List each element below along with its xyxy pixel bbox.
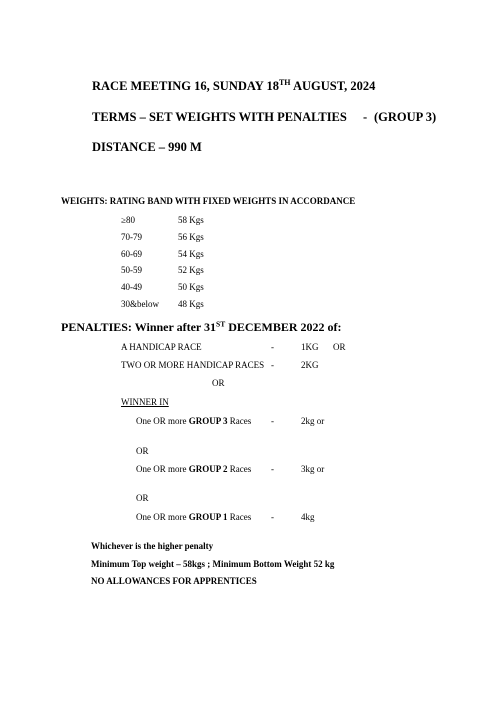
meeting-title-pre: RACE MEETING 16, SUNDAY 18: [92, 79, 279, 93]
group-3-name: GROUP 3: [188, 416, 228, 426]
weight-value: 56 Kgs: [178, 232, 204, 242]
higher-penalty-note: Whichever is the higher penalty: [91, 541, 214, 551]
group-1-name: GROUP 1: [188, 512, 228, 522]
group-3-post: Races: [227, 416, 252, 426]
terms-dash: -: [363, 110, 368, 124]
group-1-dash: -: [271, 512, 274, 522]
no-allowances-note: NO ALLOWANCES FOR APPRENTICES: [91, 576, 257, 586]
handicap-race-value: 1KG: [301, 342, 319, 352]
group-2-name: GROUP 2: [188, 464, 228, 474]
group-3-value: 2kg or: [301, 416, 325, 426]
weights-heading: WEIGHTS: RATING BAND WITH FIXED WEIGHTS IN ACCORDANCE: [61, 196, 356, 206]
group-2-pre: One OR more: [136, 464, 189, 474]
group-2-post: Races: [227, 464, 252, 474]
penalties-heading-post: DECEMBER 2022 of:: [225, 320, 342, 334]
weight-value: 52 Kgs: [178, 265, 204, 275]
weight-band: 70-79: [121, 232, 142, 242]
handicap-race-dash: -: [271, 342, 274, 352]
group-3-pre: One OR more: [136, 416, 189, 426]
penalties-heading: [61, 320, 342, 335]
handicap-race-or: OR: [333, 342, 346, 352]
two-handicap-dash: -: [271, 360, 274, 370]
meeting-title: [92, 79, 375, 94]
or-separator: OR: [212, 378, 225, 388]
handicap-race-label: A HANDICAP RACE: [121, 342, 202, 352]
group-2-row: [136, 464, 251, 474]
weight-band: ≥80: [121, 215, 135, 225]
group-1-pre: One OR more: [136, 512, 189, 522]
weight-band: 40-49: [121, 282, 142, 292]
group-3-row: [136, 416, 251, 426]
group-3-dash: -: [271, 416, 274, 426]
two-handicap-label: TWO OR MORE HANDICAP RACES: [121, 360, 265, 370]
or-between-2: OR: [136, 493, 149, 503]
group-2-value: 3kg or: [301, 464, 325, 474]
weight-band: 60-69: [121, 249, 142, 259]
weight-value: 58 Kgs: [178, 215, 204, 225]
weight-value: 50 Kgs: [178, 282, 204, 292]
penalties-heading-sup: ST: [216, 319, 226, 329]
meeting-title-sup: TH: [278, 78, 291, 87]
two-handicap-value: 2KG: [301, 360, 319, 370]
terms-line: TERMS – SET WEIGHTS WITH PENALTIES: [92, 110, 347, 124]
group-2-dash: -: [271, 464, 274, 474]
or-between-1: OR: [136, 446, 149, 456]
group-1-value: 4kg: [301, 512, 315, 522]
minimum-weights-note: Minimum Top weight – 58kgs ; Minimum Bottom Weight 52 kg: [91, 559, 335, 569]
weight-value: 54 Kgs: [178, 249, 204, 259]
winner-in-label: WINNER IN: [121, 397, 169, 407]
group-1-row: [136, 512, 251, 522]
penalties-heading-pre: PENALTIES: Winner after 31: [61, 320, 217, 334]
group-label: (GROUP 3): [374, 110, 437, 124]
weight-band: 50-59: [121, 265, 142, 275]
meeting-title-post: AUGUST, 2024: [290, 79, 376, 93]
distance-line: DISTANCE – 990 M: [92, 140, 202, 154]
group-1-post: Races: [227, 512, 252, 522]
weight-value: 48 Kgs: [178, 299, 204, 309]
weight-band: 30&below: [121, 299, 159, 309]
